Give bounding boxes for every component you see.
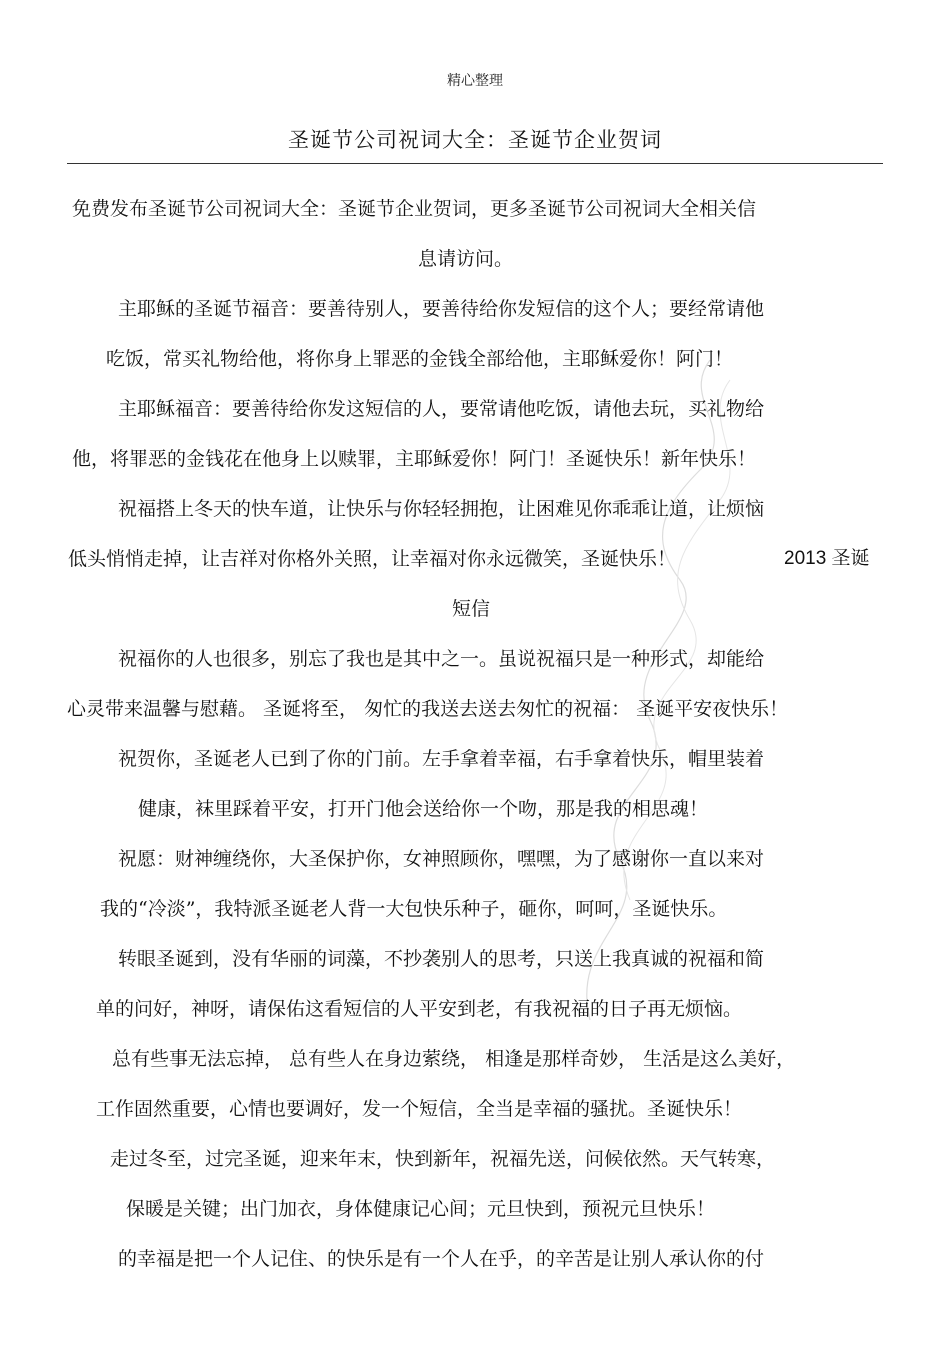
text-line-tag: 2013 圣诞 xyxy=(784,548,870,569)
text-line: 健康，袜里踩着平安，打开门他会送给你一个吻，那是我的相思魂！ xyxy=(138,798,709,820)
text-line: 短信 xyxy=(452,598,491,620)
text-line: 低头悄悄走掉，让吉祥对你格外关照，让幸福对你永远微笑，圣诞快乐！ xyxy=(68,548,677,570)
text-line: 他，将罪恶的金钱花在他身上以赎罪，主耶稣爱你！阿门！圣诞快乐！新年快乐！ xyxy=(72,448,757,470)
text-line: 工作固然重要，心情也要调好，发一个短信，全当是幸福的骚扰。圣诞快乐！ xyxy=(96,1098,743,1120)
text-line: 主耶稣福音：要善待给你发这短信的人，要常请他吃饭，请他去玩，买礼物给 xyxy=(118,398,765,420)
text-line: 总有些事无法忘掉， 总有些人在身边萦绕， 相逢是那样奇妙， 生活是这么美好， xyxy=(112,1048,796,1070)
text-line: 心灵带来温馨与慰藉。 圣诞将至， 匆忙的我送去送去匆忙的祝福： 圣诞平安夜快乐！ xyxy=(67,698,789,720)
text-line: 祝愿：财神缠绕你，大圣保护你，女神照顾你，嘿嘿，为了感谢你一直以来对 xyxy=(118,848,765,870)
text-line: 单的问好，神呀，请保佑这看短信的人平安到老，有我祝福的日子再无烦恼。 xyxy=(96,998,743,1020)
text-line: 息请访问。 xyxy=(418,248,514,270)
document-title: 圣诞节公司祝词大全：圣诞节企业贺词 xyxy=(288,128,662,152)
title-divider xyxy=(67,163,883,164)
text-line: 的幸福是把一个人记住、的快乐是有一个人在乎，的辛苦是让别人承认你的付 xyxy=(118,1248,765,1270)
watermark-scribble xyxy=(560,340,760,1040)
text-line: 转眼圣诞到，没有华丽的词藻，不抄袭别人的思考，只送上我真诚的祝福和简 xyxy=(118,948,765,970)
text-line: 保暖是关键；出门加衣，身体健康记心间；元旦快到，预祝元旦快乐！ xyxy=(126,1198,716,1220)
text-line: 吃饭，常买礼物给他，将你身上罪恶的金钱全部给他，主耶稣爱你！阿门！ xyxy=(106,348,734,370)
page-header-label: 精心整理 xyxy=(447,73,503,89)
text-line: 我的“冷淡”，我特派圣诞老人背一大包快乐种子，砸你，呵呵，圣诞快乐。 xyxy=(100,898,728,920)
text-line: 免费发布圣诞节公司祝词大全：圣诞节企业贺词，更多圣诞节公司祝词大全相关信 xyxy=(72,198,757,220)
text-line: 走过冬至，过完圣诞，迎来年末，快到新年，祝福先送，问候依然。天气转寒， xyxy=(110,1148,776,1170)
text-line: 祝贺你，圣诞老人已到了你的门前。左手拿着幸福，右手拿着快乐，帽里装着 xyxy=(118,748,765,770)
text-line: 祝福你的人也很多，别忘了我也是其中之一。虽说祝福只是一种形式，却能给 xyxy=(118,648,765,670)
text-line: 祝福搭上冬天的快车道，让快乐与你轻轻拥抱，让困难见你乖乖让道，让烦恼 xyxy=(118,498,765,520)
text-line: 主耶稣的圣诞节福音：要善待别人，要善待给你发短信的这个人；要经常请他 xyxy=(118,298,765,320)
